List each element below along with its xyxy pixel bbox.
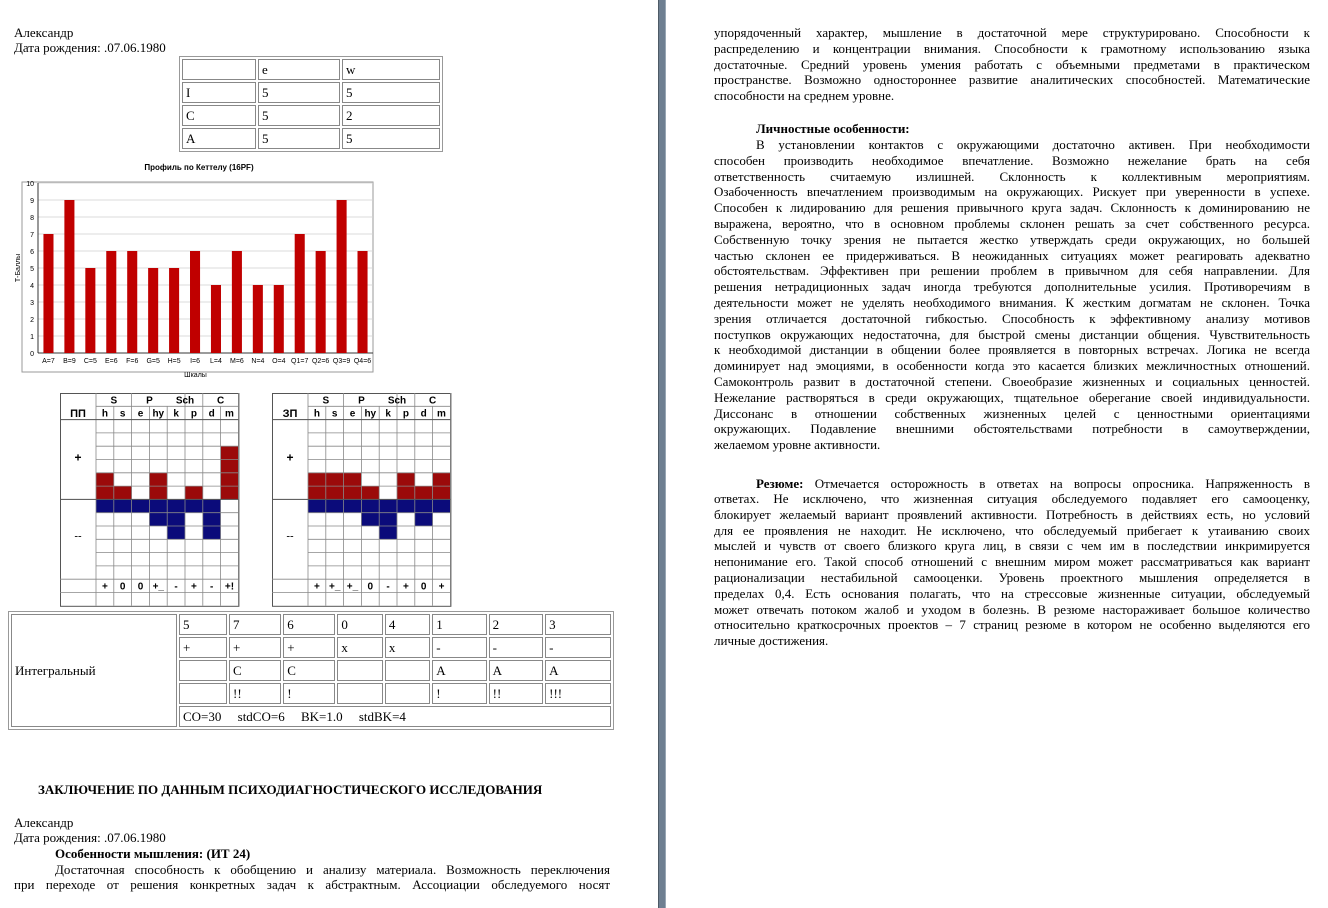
birth-date: Дата рождения: .07.06.1980 bbox=[14, 40, 166, 55]
negative-cell bbox=[415, 513, 433, 526]
column-header: e bbox=[137, 408, 144, 420]
text-line: Достаточная способность к обобщению и анализу материала. Возможность переключения bbox=[55, 862, 610, 877]
table-cell bbox=[179, 660, 227, 681]
text-line: зрения отличается достаточной гибкостью. Способность к эффективному анализу мотивов bbox=[714, 310, 1310, 326]
bar bbox=[358, 251, 368, 353]
table-cell: ! bbox=[283, 683, 335, 704]
bar bbox=[253, 285, 263, 353]
table-cell: !! bbox=[229, 683, 281, 704]
sign-cell: +_ bbox=[152, 581, 165, 593]
column-header: m bbox=[437, 408, 446, 420]
x-tick-label: B=9 bbox=[63, 358, 76, 365]
minus-label: -- bbox=[74, 530, 82, 543]
x-tick-label: Q4=6 bbox=[353, 358, 372, 365]
group-header: Sch bbox=[175, 395, 195, 407]
sign-cell: 0 bbox=[137, 581, 144, 593]
text-line: желаемом уровне активности. bbox=[714, 437, 881, 453]
text-line: В установлении контактов с окружающими достаточно активен. При необходимости bbox=[756, 137, 1310, 152]
text-line: для ее проявления не находит. Не исключено, что обследуемый прибегает к утаиванию своих bbox=[714, 522, 1310, 538]
text-line: Самоконтроль развит в достаточной степени. Своеобразие жизненных и социальных ценностей. bbox=[714, 373, 1310, 389]
table-cell: 5 bbox=[179, 614, 227, 635]
text-line: решения нетрадиционных задач иногда требуются дополнительные усилия. Противоречиям в bbox=[714, 279, 1310, 295]
table-cell: x bbox=[337, 637, 382, 658]
paragraph-personal bbox=[714, 137, 1310, 453]
profile-grid-zp bbox=[272, 393, 452, 611]
sign-cell: - bbox=[210, 581, 214, 593]
group-header: P bbox=[358, 395, 365, 407]
sign-cell: +_ bbox=[328, 581, 341, 593]
left-page bbox=[0, 0, 658, 908]
text-line: Собственную точку зрения не пытается жестко утверждать среди окружающих, но большей bbox=[714, 231, 1310, 247]
text-line: Нежелание растворяться в среди окружающих, тщательное оберегание своей индивидуальности. bbox=[714, 389, 1310, 405]
negative-cell bbox=[415, 499, 433, 512]
positive-cell bbox=[308, 486, 326, 499]
table-cell bbox=[179, 683, 227, 704]
group-header: P bbox=[146, 395, 153, 407]
table-cell: + bbox=[283, 637, 335, 658]
positive-cell bbox=[221, 460, 239, 473]
table-cell: + bbox=[179, 637, 227, 658]
conclusion-title: ЗАКЛЮЧЕНИЕ ПО ДАННЫМ ПСИХОДИАГНОСТИЧЕСКОГО ИССЛЕДОВАНИЯ bbox=[38, 782, 543, 797]
table-cell: - bbox=[545, 637, 611, 658]
table-cell: !! bbox=[489, 683, 543, 704]
thinking-heading: Особенности мышления: (ИТ 24) bbox=[55, 846, 251, 861]
positive-cell bbox=[397, 473, 415, 486]
text-line: пространстве. Возможно одностороннее развитие аналитических способностей. Математические bbox=[714, 72, 1310, 88]
positive-cell bbox=[397, 486, 415, 499]
column-header: p bbox=[402, 408, 409, 420]
text-line: обстоятельствам. Эффективен при решении проблем в привычном для себя направлении. Для bbox=[714, 263, 1310, 279]
positive-cell bbox=[221, 473, 239, 486]
group-header: C bbox=[216, 395, 225, 407]
column-header: h bbox=[101, 408, 108, 420]
plus-label: + bbox=[74, 450, 82, 465]
table-cell: !!! bbox=[545, 683, 611, 704]
profile-label: ПП bbox=[70, 407, 86, 420]
bar bbox=[211, 285, 221, 353]
text-line: Диссонанс в отношении собственных жизненных целей с ценностными ориентациями bbox=[714, 405, 1310, 421]
sign-cell: + bbox=[438, 581, 445, 593]
x-tick-label: O=4 bbox=[272, 358, 286, 365]
bar bbox=[148, 268, 158, 353]
table-cell: 6 bbox=[283, 614, 335, 635]
text-line: упорядоченный характер, мышление в достаточной мере структурировано. Способности к bbox=[714, 25, 1310, 40]
positive-cell bbox=[149, 486, 167, 499]
negative-cell bbox=[326, 499, 344, 512]
y-axis-label: Т-Баллы bbox=[15, 253, 22, 283]
column-header: e bbox=[349, 408, 356, 420]
chart-title: Профиль по Кеттелу (16PF) bbox=[144, 163, 254, 172]
group-header: S bbox=[110, 395, 118, 407]
page-gutter bbox=[658, 0, 666, 908]
table-cell: C bbox=[182, 105, 256, 126]
text-line: достаточные. Средний уровень умения работать с объемными предметами в практическом bbox=[714, 56, 1310, 72]
x-tick-label: G=5 bbox=[146, 358, 160, 365]
resume-first-text: Отмечается осторожность в ответах на вопросы опросника. Напряженность в bbox=[803, 476, 1310, 491]
text-line: способен производить необходимое впечатление. Возможно нежелание брать на себя bbox=[714, 152, 1310, 168]
text-line: может отвечать потоком жалоб и уходом в болезнь. В резюме настораживает большое количество bbox=[714, 601, 1310, 617]
y-tick-label: 4 bbox=[30, 283, 34, 290]
text-line: непонимание его. Такой способ отношений с внешним миром может рассматриваться как вариант bbox=[714, 554, 1310, 570]
negative-cell bbox=[185, 499, 203, 512]
y-tick-label: 5 bbox=[30, 266, 34, 273]
table-cell: ! bbox=[432, 683, 486, 704]
y-tick-label: 7 bbox=[30, 232, 34, 239]
column-header: hy bbox=[152, 408, 165, 420]
column-header: k bbox=[173, 408, 179, 420]
x-tick-label: Q2=6 bbox=[311, 358, 330, 365]
bar bbox=[232, 251, 242, 353]
y-tick-label: 0 bbox=[30, 351, 34, 358]
person-name-2: Александр bbox=[14, 815, 74, 830]
negative-cell bbox=[379, 526, 397, 539]
sign-cell: 0 bbox=[119, 581, 126, 593]
x-tick-label: F=6 bbox=[126, 358, 139, 365]
column-header: p bbox=[190, 408, 197, 420]
table-row bbox=[182, 82, 440, 103]
positive-cell bbox=[114, 486, 132, 499]
y-tick-label: 2 bbox=[30, 317, 34, 324]
negative-cell bbox=[167, 526, 185, 539]
bar bbox=[169, 268, 179, 353]
sign-cell: + bbox=[313, 581, 320, 593]
text-line: распределению и концентрации внимания. Способности к грамотному использованию языка bbox=[714, 40, 1310, 56]
bar bbox=[106, 251, 116, 353]
text-line: блокирует желаемый вариант проявлений активности. Потребность в действиях есть, но условий bbox=[714, 506, 1310, 522]
text-line: при переходе от решения конкретных задач к абстрактным. Ассоциации обследуемого носят bbox=[14, 877, 610, 892]
positive-cell bbox=[433, 486, 451, 499]
sign-cell: + bbox=[402, 581, 409, 593]
negative-cell bbox=[167, 513, 185, 526]
negative-cell bbox=[167, 499, 185, 512]
table-cell: A bbox=[432, 660, 486, 681]
bar bbox=[337, 200, 347, 353]
minus-label: -- bbox=[286, 530, 294, 543]
resume-heading: Резюме: bbox=[756, 476, 804, 491]
table-cell: 3 bbox=[545, 614, 611, 635]
table-cell: w bbox=[342, 59, 440, 80]
x-axis-label: Шкалы bbox=[184, 372, 207, 379]
table-cell: - bbox=[432, 637, 486, 658]
negative-cell bbox=[149, 513, 167, 526]
table-cell: A bbox=[489, 660, 543, 681]
table-row bbox=[182, 105, 440, 126]
sign-cell: +_ bbox=[346, 581, 359, 593]
table-cell: A bbox=[545, 660, 611, 681]
x-tick-label: E=6 bbox=[104, 358, 118, 365]
table-cell bbox=[385, 660, 430, 681]
column-header: d bbox=[420, 408, 427, 420]
integral-summary: CO=30 stdCO=6 BK=1.0 stdBK=4 bbox=[179, 706, 611, 727]
text-line: способности на среднем уровне. bbox=[714, 88, 895, 104]
text-line: поступков окружающих недостаточна, для быстрой смены дистанции общения. Чувствительность bbox=[714, 326, 1310, 342]
column-header: k bbox=[385, 408, 391, 420]
text-line bbox=[756, 476, 1310, 491]
right-page bbox=[666, 0, 1328, 908]
table-cell: 2 bbox=[342, 105, 440, 126]
group-header: C bbox=[428, 395, 437, 407]
positive-cell bbox=[221, 486, 239, 499]
bar bbox=[127, 251, 137, 353]
negative-cell bbox=[96, 499, 114, 512]
text-line: Способен к лидированию для решения привычного круга задач. Склонность к доминированию не bbox=[714, 200, 1310, 216]
table-cell: + bbox=[229, 637, 281, 658]
text-line: личные достижения. bbox=[714, 633, 829, 649]
birth-date-2: Дата рождения: .07.06.1980 bbox=[14, 830, 166, 845]
x-tick-label: N=4 bbox=[251, 358, 265, 365]
text-line: частью склонен ее придерживаться. В неожиданных ситуациях может реагировать адекватно bbox=[714, 247, 1310, 263]
column-header: s bbox=[119, 408, 126, 420]
column-header: hy bbox=[364, 408, 377, 420]
bar bbox=[274, 285, 284, 353]
negative-cell bbox=[203, 499, 221, 512]
paragraph-thinking-cont bbox=[714, 25, 1310, 104]
column-header: m bbox=[225, 408, 234, 420]
negative-cell bbox=[379, 499, 397, 512]
group-header: S bbox=[322, 395, 330, 407]
table-cell bbox=[182, 59, 256, 80]
text-line: относительно краткосрочных проектов – 7 страниц резюме в котором не особенно выделяются его bbox=[714, 617, 1310, 633]
x-tick-label: H=5 bbox=[167, 358, 181, 365]
table-cell: x bbox=[385, 637, 430, 658]
table-row bbox=[11, 614, 611, 635]
table-header-row bbox=[182, 59, 440, 80]
text-line: рационализации нестабильной самооценки. Уровень проектного мышления определяется в bbox=[714, 569, 1310, 585]
table-cell: 5 bbox=[258, 128, 340, 149]
bar bbox=[190, 251, 200, 353]
thinking-line bbox=[14, 877, 610, 892]
positive-cell bbox=[185, 486, 203, 499]
text-line: Озабоченность впечатлением производимым на окружающих. Рискует при уверенности в успехе. bbox=[714, 184, 1310, 200]
y-tick-label: 8 bbox=[30, 215, 34, 222]
table-cell: A bbox=[182, 128, 256, 149]
text-line: к необходимой дистанции в общении более проявляется в повторных встречах. Логика не всегда bbox=[714, 342, 1310, 358]
sign-cell: 0 bbox=[367, 581, 374, 593]
positive-cell bbox=[96, 486, 114, 499]
table-cell: 5 bbox=[258, 105, 340, 126]
iecw-table bbox=[179, 56, 443, 152]
plus-label: + bbox=[286, 450, 294, 465]
sign-cell: - bbox=[174, 581, 178, 593]
text-line: деятельности может не уделять необходимого внимания. К жестким догматам не склонен. Точка bbox=[714, 294, 1310, 310]
table-cell: 4 bbox=[385, 614, 430, 635]
table-row bbox=[182, 128, 440, 149]
table-cell: 2 bbox=[489, 614, 543, 635]
integral-label: Интегральный bbox=[11, 614, 177, 727]
bar bbox=[64, 200, 74, 353]
x-tick-label: Q3=9 bbox=[332, 358, 351, 365]
positive-cell bbox=[344, 486, 362, 499]
column-header: h bbox=[313, 408, 320, 420]
table-cell: 0 bbox=[337, 614, 382, 635]
sign-cell: + bbox=[190, 581, 197, 593]
column-header: d bbox=[208, 408, 215, 420]
x-tick-label: L=4 bbox=[210, 358, 222, 365]
text-line: доминирует над эмоциями, в особенности когда это касается близких межличностных отношений. bbox=[714, 358, 1310, 374]
bar bbox=[316, 251, 326, 353]
table-cell: - bbox=[489, 637, 543, 658]
table-cell: e bbox=[258, 59, 340, 80]
x-tick-label: C=5 bbox=[83, 358, 97, 365]
column-header: s bbox=[331, 408, 338, 420]
x-tick-label: I=6 bbox=[190, 358, 200, 365]
positive-cell bbox=[221, 446, 239, 459]
negative-cell bbox=[344, 499, 362, 512]
table-cell bbox=[337, 660, 382, 681]
text-line: мыслей и чувств от своего близкого круга лиц, в связи с чем им в последствии инкримируется bbox=[714, 538, 1310, 554]
text-line: ответах. Не исключено, что жизненная ситуация обследуемого подавляет его самооценку, bbox=[714, 491, 1310, 506]
paragraph-resume bbox=[714, 491, 1310, 649]
negative-cell bbox=[433, 499, 451, 512]
bar bbox=[85, 268, 95, 353]
negative-cell bbox=[203, 513, 221, 526]
y-tick-label: 1 bbox=[30, 334, 34, 341]
resume-first-line bbox=[756, 476, 1310, 491]
negative-cell bbox=[361, 513, 379, 526]
sign-cell: - bbox=[386, 581, 390, 593]
table-cell: 5 bbox=[258, 82, 340, 103]
table-cell bbox=[385, 683, 430, 704]
cattell-bar-chart bbox=[14, 157, 384, 382]
negative-cell bbox=[114, 499, 132, 512]
y-tick-label: 10 bbox=[26, 181, 34, 188]
negative-cell bbox=[132, 499, 150, 512]
profile-label: ЗП bbox=[282, 407, 298, 420]
integral-table bbox=[8, 611, 614, 730]
table-cell bbox=[337, 683, 382, 704]
x-tick-label: M=6 bbox=[230, 358, 244, 365]
positive-cell bbox=[149, 473, 167, 486]
person-name: Александр bbox=[14, 25, 74, 40]
text-line: пределах 0,4. Есть основания полагать, что на стрессовые жизненные ситуации, обследуемый bbox=[714, 585, 1310, 601]
bar bbox=[43, 234, 53, 353]
table-cell: 1 bbox=[432, 614, 486, 635]
text-line: выражена, вероятно, что в основном проблемы склонен решать за счет собственного ресурса. bbox=[714, 215, 1310, 231]
x-tick-label: A=7 bbox=[42, 358, 55, 365]
positive-cell bbox=[361, 486, 379, 499]
y-tick-label: 9 bbox=[30, 198, 34, 205]
thinking-line bbox=[55, 862, 610, 877]
table-cell: C bbox=[229, 660, 281, 681]
sign-cell: +! bbox=[224, 581, 235, 593]
positive-cell bbox=[415, 486, 433, 499]
positive-cell bbox=[308, 473, 326, 486]
table-cell: 5 bbox=[342, 82, 440, 103]
table-cell: 7 bbox=[229, 614, 281, 635]
y-tick-label: 3 bbox=[30, 300, 34, 307]
sign-cell: 0 bbox=[420, 581, 427, 593]
positive-cell bbox=[96, 473, 114, 486]
positive-cell bbox=[326, 486, 344, 499]
positive-cell bbox=[433, 473, 451, 486]
sign-cell: + bbox=[101, 581, 108, 593]
profile-grid-pp bbox=[60, 393, 240, 611]
table-cell: 5 bbox=[342, 128, 440, 149]
bar bbox=[295, 234, 305, 353]
negative-cell bbox=[397, 499, 415, 512]
table-cell: I bbox=[182, 82, 256, 103]
negative-cell bbox=[361, 499, 379, 512]
positive-cell bbox=[326, 473, 344, 486]
negative-cell bbox=[203, 526, 221, 539]
personal-heading: Личностные особенности: bbox=[756, 121, 910, 136]
negative-cell bbox=[149, 499, 167, 512]
text-line: ответственность считаемую излишней. Склонность к коллективным мероприятиям. bbox=[714, 168, 1310, 184]
table-cell: C bbox=[283, 660, 335, 681]
x-tick-label: Q1=7 bbox=[291, 358, 309, 365]
negative-cell bbox=[379, 513, 397, 526]
negative-cell bbox=[308, 499, 326, 512]
y-tick-label: 6 bbox=[30, 249, 34, 256]
positive-cell bbox=[344, 473, 362, 486]
group-header: Sch bbox=[387, 395, 407, 407]
text-line: окружающих. Подавление внешними обстоятельствами потребности в самоутверждении, bbox=[714, 421, 1310, 437]
